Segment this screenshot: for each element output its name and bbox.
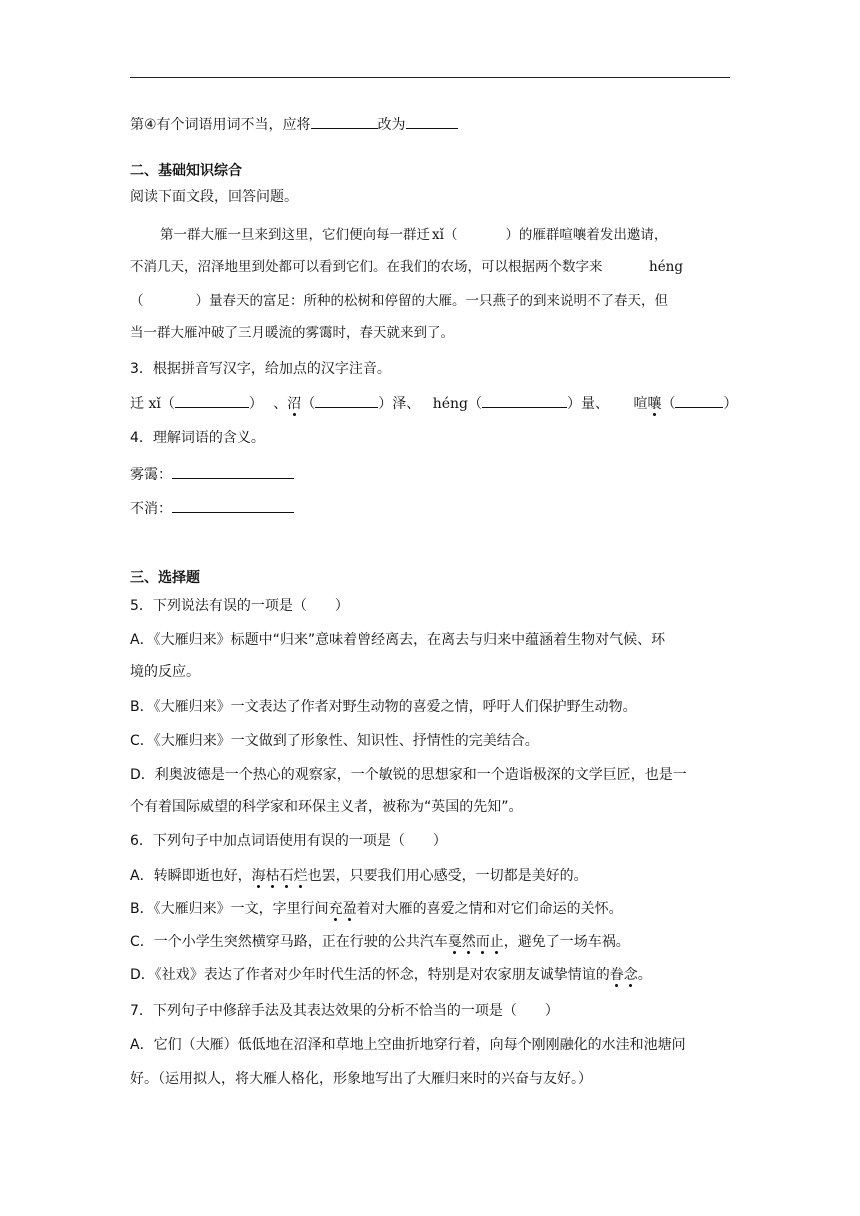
answer-blank[interactable] bbox=[172, 497, 294, 513]
option-d-cont: 个有着国际威望的科学家和环保主义者，被称为“英国的先知”。 bbox=[130, 799, 523, 815]
passage-line: 当一群大雁冲破了三月暖流的雾霭时，春天就来到了。 bbox=[130, 325, 454, 341]
header-rule bbox=[130, 77, 730, 78]
instruction-text: 阅读下面文段，回答问题。 bbox=[130, 189, 298, 205]
question-line bbox=[130, 113, 730, 135]
answer-line: 不消： bbox=[130, 497, 730, 519]
passage-line: （ ）量春天的富足：所种的松树和停留的大雁。一只燕子的到来说明不了春天，但 bbox=[130, 293, 668, 309]
question-stem: 4．理解词语的含义。 bbox=[130, 430, 265, 446]
answer-blank[interactable] bbox=[311, 113, 378, 129]
question-stem: 5．下列说法有误的一项是（ ） bbox=[130, 598, 349, 614]
answer-blank[interactable] bbox=[675, 392, 723, 408]
option-a[interactable]: A．它们（大雁）低低地在沼泽和草地上空曲折地穿行着，向每个刚刚融化的水洼和池塘问 bbox=[130, 1037, 686, 1053]
answer-blank[interactable] bbox=[172, 463, 294, 479]
passage-line: 第一群大雁一旦来到这里，它们便向每一群迁 xǐ（ ）的雁群喧嚷着发出邀请， bbox=[160, 227, 668, 243]
option-a[interactable]: A．转瞬即逝也好，海枯石烂也罢，只要我们用心感受，一切都是美好的。 bbox=[130, 868, 588, 884]
question-stem: 3．根据拼音写汉字，给加点的汉字注音。 bbox=[130, 361, 391, 377]
answer-blank[interactable] bbox=[315, 392, 378, 408]
option-d[interactable]: D．《社戏》表达了作者对少年时代生活的怀念，特别是对农家朋友诚挚情谊的眷念。 bbox=[130, 967, 652, 983]
option-a-cont: 境的反应。 bbox=[130, 664, 200, 680]
answer-blank[interactable] bbox=[406, 113, 458, 129]
option-a[interactable]: A．《大雁归来》标题中“归来”意味着曾经离去，在离去与归来中蕴涵着生物对气候、环 bbox=[130, 632, 666, 648]
answer-blank[interactable] bbox=[175, 392, 249, 408]
option-a-cont: 好。（运用拟人，将大雁人格化，形象地写出了大雁归来时的兴奋与友好。） bbox=[130, 1071, 592, 1087]
passage-line: 不消几天，沼泽地里到处都可以看到它们。在我们的农场，可以根据两个数字来 bbox=[130, 259, 603, 275]
option-c[interactable]: C．《大雁归来》一文做到了形象性、知识性、抒情性的完美结合。 bbox=[130, 733, 539, 749]
answer-line: 迁 xǐ（ ） 、沼（ ）泽、 héng（ ）量、 喧嚷（ ） bbox=[130, 392, 730, 414]
question-stem: 7．下列句子中修辞手法及其表达效果的分析不恰当的一项是（ ） bbox=[130, 1003, 559, 1019]
answer-line: 雾霭： bbox=[130, 463, 730, 485]
option-b[interactable]: B．《大雁归来》一文，字里行间充盈着对大雁的喜爱之情和对它们命运的关怀。 bbox=[130, 901, 623, 917]
option-d[interactable]: D．利奥波德是一个热心的观察家，一个敏锐的思想家和一个造诣极深的文学巨匠，也是一 bbox=[130, 767, 687, 783]
passage-pinyin: héng bbox=[649, 259, 684, 275]
option-b[interactable]: B．《大雁归来》一文表达了作者对野生动物的喜爱之情，呼吁人们保护野生动物。 bbox=[130, 699, 637, 715]
section-title: 三、选择题 bbox=[130, 570, 200, 586]
option-c[interactable]: C．一个小学生突然横穿马路，正在行驶的公共汽车戛然而止，避免了一场车祸。 bbox=[130, 934, 630, 950]
question-text: 改为 bbox=[377, 117, 406, 133]
answer-blank[interactable] bbox=[482, 392, 567, 408]
question-text: 第④有个词语用词不当，应将 bbox=[130, 117, 311, 133]
section-title: 二、基础知识综合 bbox=[130, 163, 242, 179]
question-stem: 6．下列句子中加点词语使用有误的一项是（ ） bbox=[130, 833, 447, 849]
